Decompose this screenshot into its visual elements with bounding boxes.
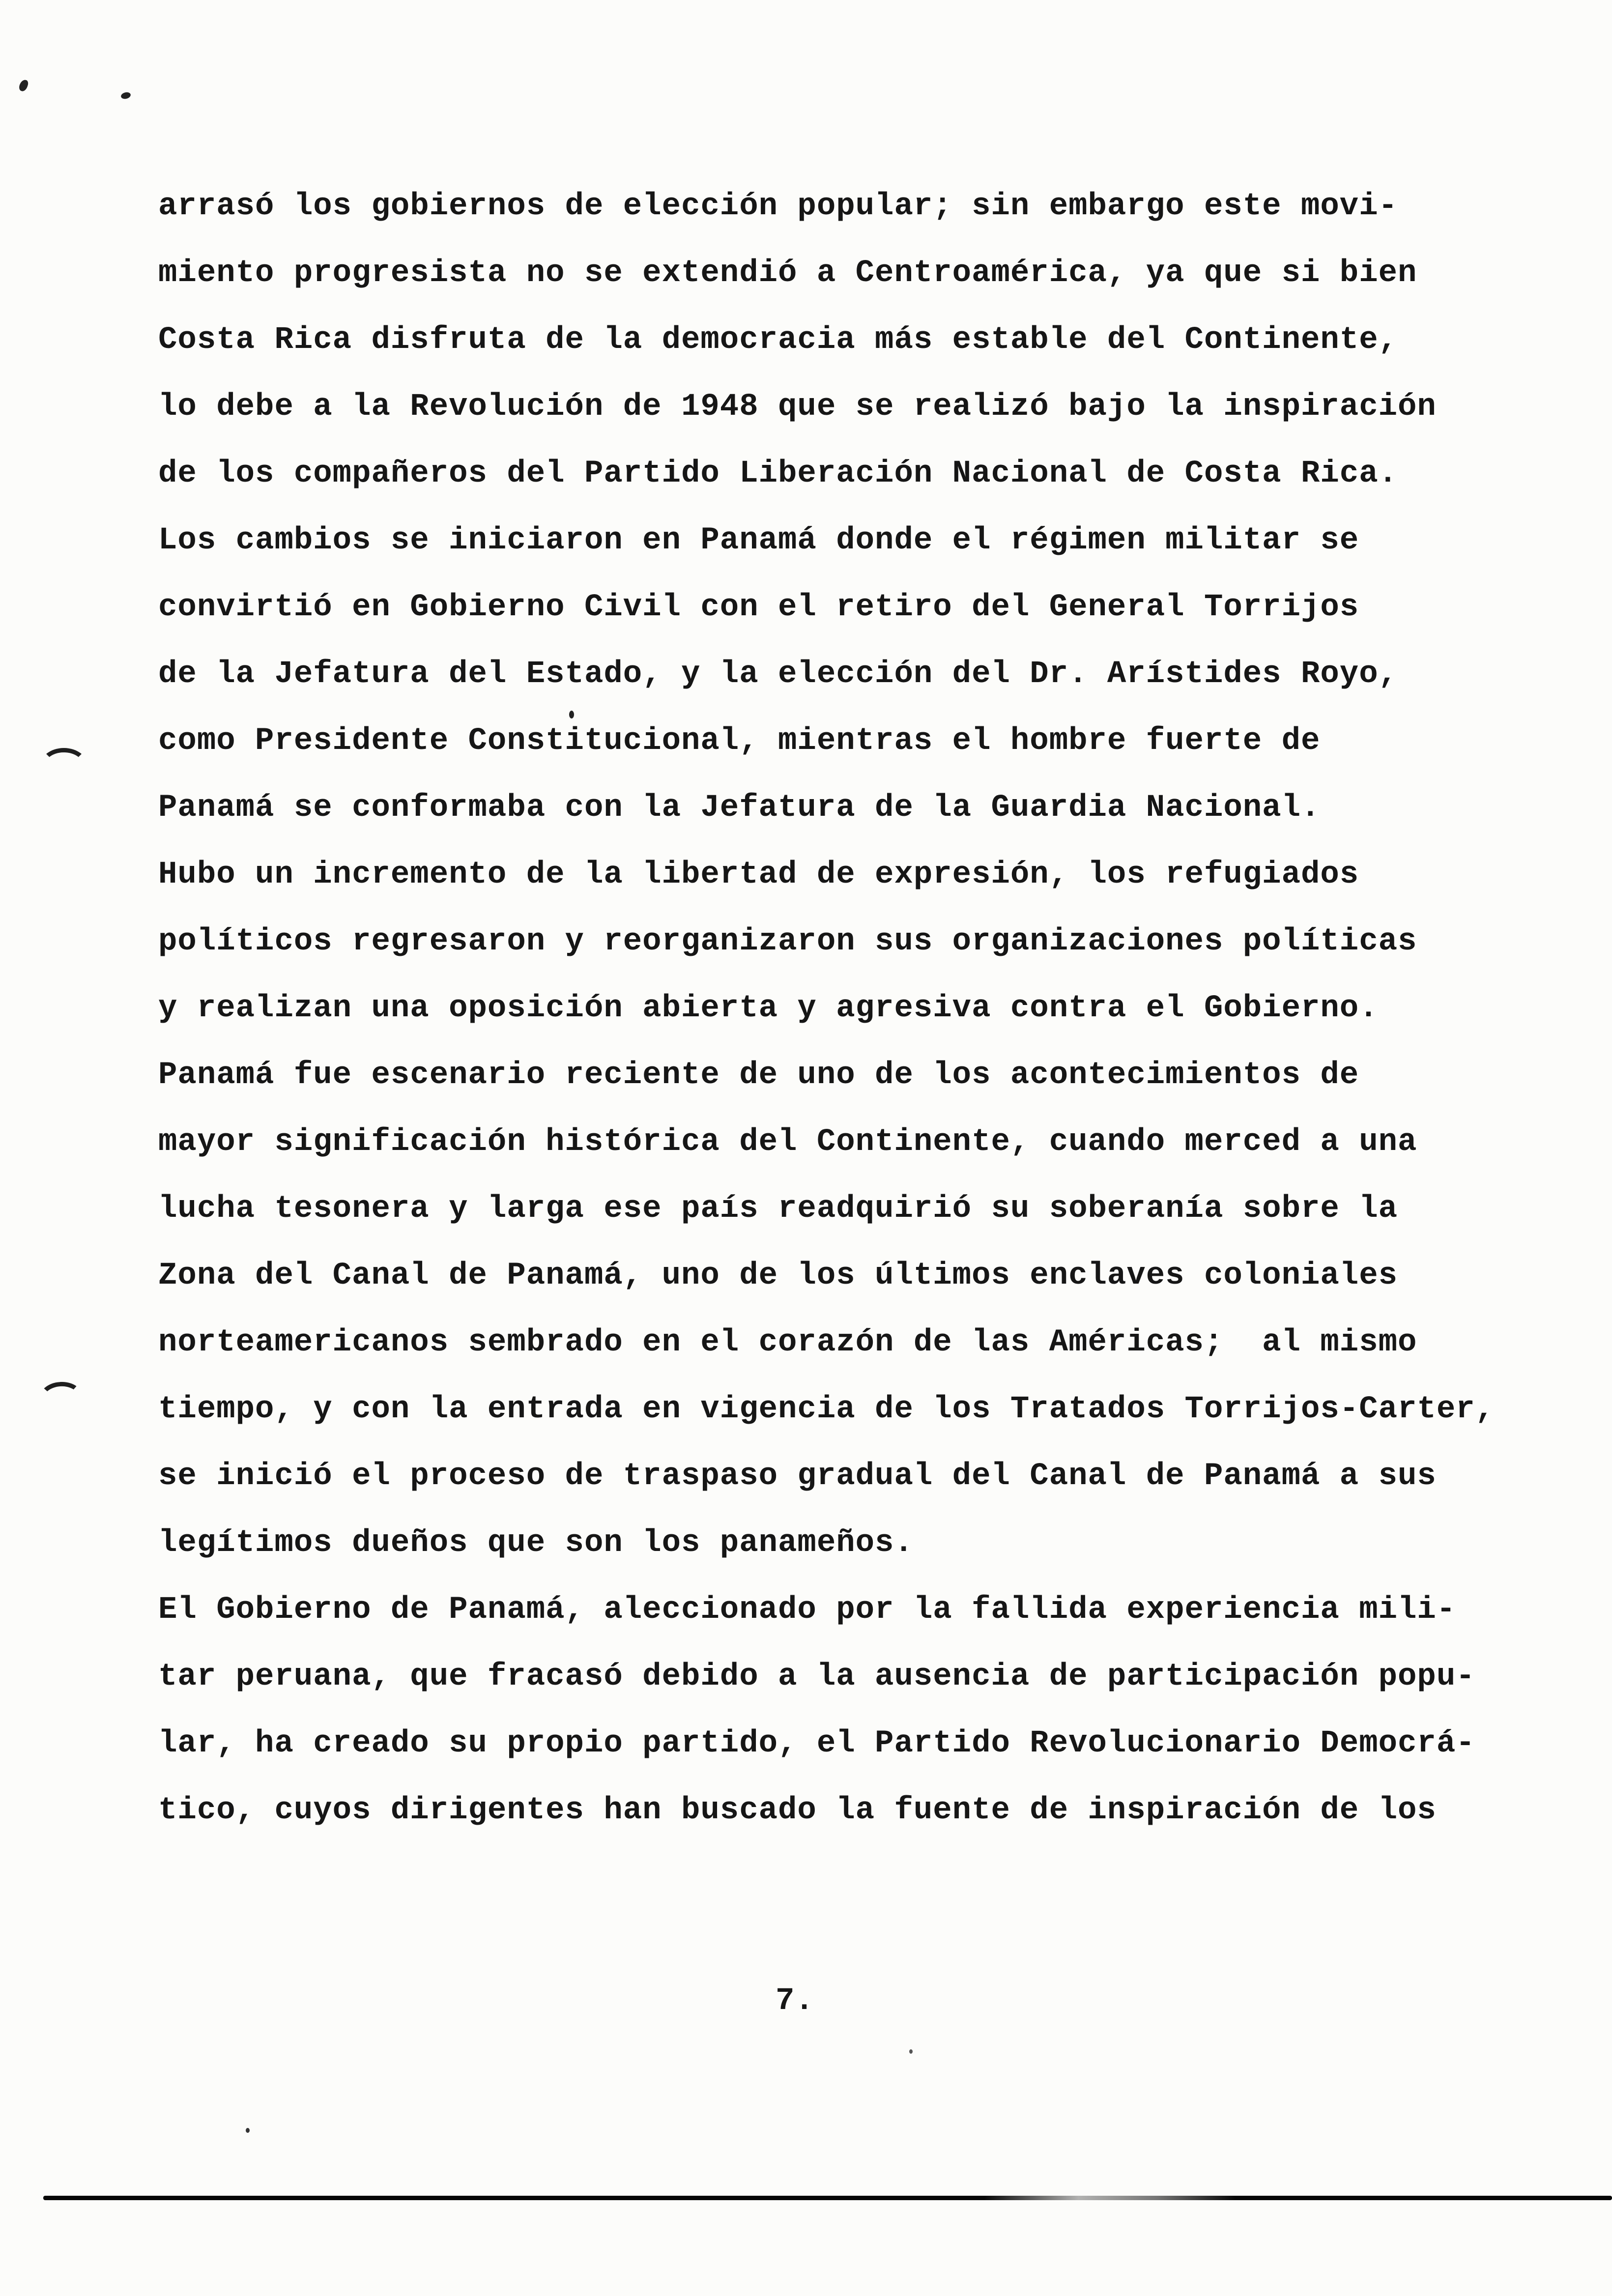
text-line: lar, ha creado su propio partido, el Partido Revolucionario Democrá- bbox=[158, 1726, 1475, 1761]
text-line: convirtió en Gobierno Civil con el retiro del General Torrijos bbox=[158, 590, 1359, 625]
pen-arc-mark bbox=[38, 1380, 84, 1415]
stray-ink-dot bbox=[909, 2049, 913, 2054]
text-line: tar peruana, que fracasó debido a la ausencia de participación popu- bbox=[158, 1659, 1475, 1694]
text-line: lucha tesonera y larga ese país readquirió su soberanía sobre la bbox=[158, 1191, 1398, 1227]
text-line: lo debe a la Revolución de 1948 que se realizó bajo la inspiración bbox=[158, 389, 1437, 425]
text-line: tico, cuyos dirigentes han buscado la fuente de inspiración de los bbox=[158, 1793, 1437, 1828]
page-number: 7. bbox=[776, 1983, 814, 2019]
text-line: Los cambios se iniciaron en Panamá donde el régimen militar se bbox=[158, 523, 1359, 558]
text-line: arrasó los gobiernos de elección popular; sin embargo este movi- bbox=[158, 189, 1398, 224]
text-line: como Presidente Constitucional, mientras el hombre fuerte de bbox=[158, 723, 1321, 759]
text-line: Panamá fue escenario reciente de uno de los acontecimientos de bbox=[158, 1058, 1359, 1093]
text-line: de la Jefatura del Estado, y la elección del Dr. Arístides Royo, bbox=[158, 657, 1398, 692]
text-line: de los compañeros del Partido Liberación Nacional de Costa Rica. bbox=[158, 456, 1398, 491]
text-line: Costa Rica disfruta de la democracia más estable del Continente, bbox=[158, 322, 1398, 358]
stray-ink-dot bbox=[246, 2128, 250, 2133]
text-line: tiempo, y con la entrada en vigencia de los Tratados Torrijos-Carter, bbox=[158, 1392, 1495, 1427]
text-line: legítimos dueños que son los panameños. bbox=[158, 1525, 914, 1561]
text-line: se inició el proceso de traspaso gradual del Canal de Panamá a sus bbox=[158, 1459, 1437, 1494]
text-line: políticos regresaron y reorganizaron sus organizaciones políticas bbox=[158, 924, 1417, 959]
text-line: y realizan una oposición abierta y agresiva contra el Gobierno. bbox=[158, 991, 1379, 1026]
typewritten-text-block bbox=[158, 173, 1495, 1844]
ink-blot-mark bbox=[120, 91, 132, 100]
ink-blot-mark bbox=[18, 79, 29, 92]
text-line: Panamá se conformaba con la Jefatura de la Guardia Nacional. bbox=[158, 790, 1321, 826]
pen-arc-mark bbox=[40, 748, 87, 783]
text-line: norteamericanos sembrado en el corazón de las Américas; al mismo bbox=[158, 1325, 1417, 1360]
text-line: mayor significación histórica del Continente, cuando merced a una bbox=[158, 1124, 1417, 1160]
text-line: Zona del Canal de Panamá, uno de los últimos enclaves coloniales bbox=[158, 1258, 1398, 1293]
text-line: Hubo un incremento de la libertad de expresión, los refugiados bbox=[158, 857, 1359, 892]
scan-edge-line bbox=[43, 2196, 1612, 2200]
text-line: El Gobierno de Panamá, aleccionado por la fallida experiencia mili- bbox=[158, 1592, 1456, 1628]
text-line: miento progresista no se extendió a Centroamérica, ya que si bien bbox=[158, 256, 1417, 291]
